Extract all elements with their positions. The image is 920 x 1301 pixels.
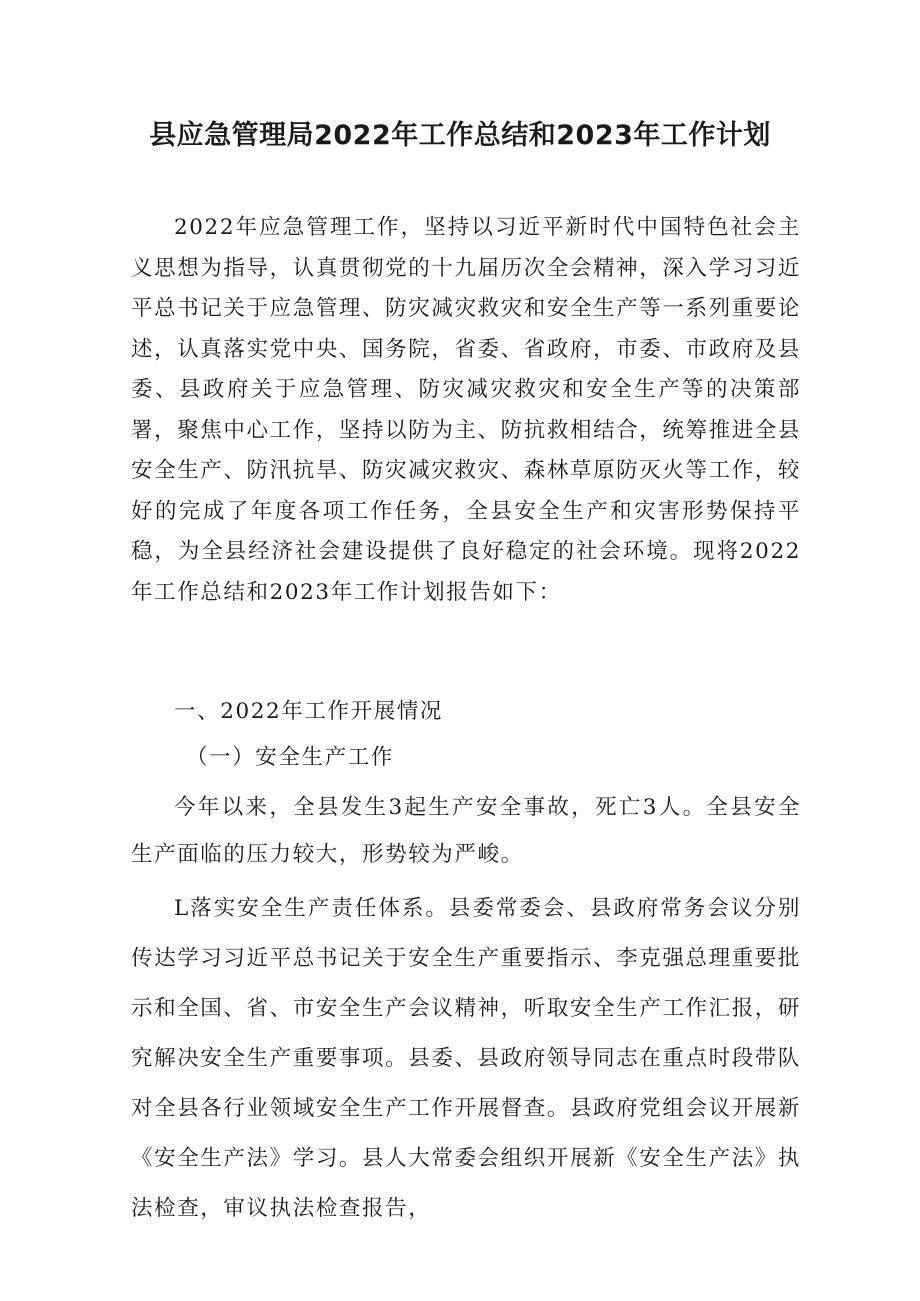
- subsection-heading: （一）安全生产工作: [186, 745, 394, 770]
- overview-paragraph: 今年以来，全县发生3起生产安全事故，死亡3人。全县安全生产面临的压力较大，形势较为严峻。: [131, 795, 801, 867]
- intro-paragraph: 2022年应急管理工作，坚持以习近平新时代中国特色社会主义思想为指导，认真贯彻党的十九届历次全会精神，深入学习习近平总书记关于应急管理、防灾减灾救灾和安全生产等一系列重要论述，认真落实党中央、国务院，省委、省政府，市委、市政府及县委、县政府关于应急管理、防灾减灾救灾和安全生产等的决策部署，聚焦中心工作，坚持以防为主、防抗救相结合，统筹推进全县安全生产、防汛抗旱、防灾减灾救灾、森林草原防灭火等工作，较好的完成了年度各项工作任务，全县安全生产和灾害形势保持平稳，为全县经济社会建设提供了良好稳定的社会环境。现将2022年工作总结和2023年工作计划报告如下：: [131, 215, 801, 605]
- item-paragraph: L落实安全生产责任体系。县委常委会、县政府常务会议分别传达学习习近平总书记关于安全生产重要指示、李克强总理重要批示和全国、省、市安全生产会议精神，听取安全生产工作汇报，研究解决安全生产重要事项。县委、县政府领导同志在重点时段带队对全县各行业领域安全生产工作开展督查。县政府党组会议开展新《安全生产法》学习。县人大常委会组织开展新《安全生产法》执法检查，审议执法检查报告，: [131, 896, 801, 1221]
- document-title: 县应急管理局2022年工作总结和2023年工作计划: [149, 120, 771, 151]
- section-heading: 一、2022年工作开展情况: [174, 699, 444, 724]
